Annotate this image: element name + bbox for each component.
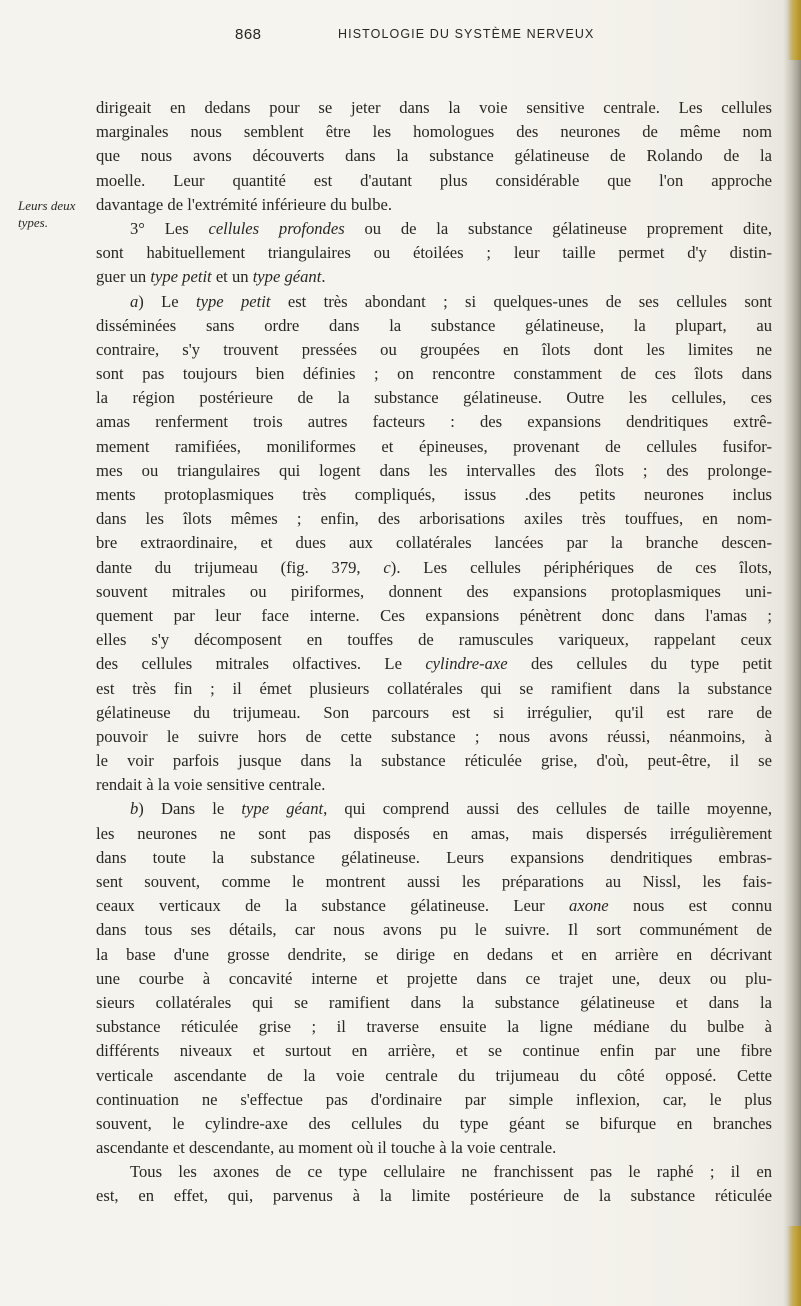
text-line: différents niveaux et surtout en arrière, et se continue enfin par une fibre: [96, 1041, 772, 1061]
margin-note: [18, 197, 88, 231]
text-line: gélatineuse du trijumeau. Son parcours est si irrégulier, qu'il est rare de: [96, 702, 772, 722]
text-line: souvent, le cylindre-axe des cellules du type géant se bifurque en branches: [96, 1113, 772, 1133]
text-line: des cellules mitrales olfactives. Le cylindre-axe des cellules du type petit: [96, 654, 772, 674]
text-line: ascendante et descendante, au moment où il touche à la voie centrale.: [96, 1138, 557, 1158]
text-line: dirigeait en dedans pour se jeter dans la voie sensitive centrale. Les cellules: [96, 98, 772, 117]
page-edge-shadow: [783, 0, 801, 1306]
text-line: bre extraordinaire, et dues aux collatérales lancées par la branche descen-: [96, 533, 772, 553]
text-line: quement par leur face interne. Ces expansions pénètrent donc dans l'amas ;: [96, 605, 772, 625]
text-line: b) Dans le type géant, qui comprend aussi des cellules de taille moyenne,: [130, 799, 772, 819]
gilt-edge-bottom: [787, 1226, 801, 1306]
page-number: 868: [235, 26, 262, 43]
text-line: dans toute la substance gélatineuse. Leurs expansions dendritiques embras-: [96, 847, 772, 867]
text-line: est, en effet, qui, parvenus à la limite postérieure de la substance réticulée: [96, 1186, 772, 1206]
text-line: que nous avons découverts dans la substance gélatineuse de Rolando de la: [96, 146, 772, 166]
text-line: amas renferment trois autres facteurs : des expansions dendritiques extrê-: [96, 412, 772, 432]
text-line: disséminées sans ordre dans la substance gélatineuse, la plupart, au: [96, 315, 772, 335]
text-line: souvent mitrales ou piriformes, donnent des expansions protoplasmiques uni-: [96, 581, 772, 601]
text-line: continuation ne s'effectue pas d'ordinaire par simple inflexion, car, le plus: [96, 1089, 772, 1109]
text-line: mement ramifiées, moniliformes et épineuses, provenant de cellules fusifor-: [96, 436, 772, 456]
text-line: a) Le type petit est très abondant ; si quelques-unes de ses cellules sont: [130, 291, 773, 311]
body-text: [96, 96, 772, 1209]
text-line: est très fin ; il émet plusieurs collatérales qui se ramifient dans la substance: [96, 678, 772, 698]
text-line: substance réticulée grise ; il traverse ensuite la ligne médiane du bulbe à: [96, 1017, 772, 1037]
text-line: une courbe à concavité interne et projette dans ce trajet une, deux ou plu-: [96, 968, 772, 988]
text-line: sieurs collatérales qui se ramifient dans la substance gélatineuse et dans la: [96, 992, 772, 1012]
text-line: contraire, s'y trouvent pressées ou groupées en îlots dont les limites ne: [96, 339, 772, 359]
running-head: [0, 26, 801, 46]
text-line: moelle. Leur quantité est d'autant plus considérable que l'on approche: [96, 170, 772, 190]
text-line: dans les îlots mêmes ; enfin, des arborisations axiles très touffues, en nom-: [96, 509, 772, 529]
text-line: marginales nous semblent être les homologues des neurones de même nom: [96, 122, 772, 142]
margin-note-line: Leurs deux: [18, 198, 76, 213]
text-line: ments protoplasmiques très compliqués, issus .des petits neurones inclus: [96, 485, 772, 504]
text-line: verticale ascendante de la voie centrale du trijumeau du côté opposé. Cette: [96, 1065, 772, 1085]
text-line: 3° Les cellules profondes ou de la substance gélatineuse proprement dite,: [130, 218, 772, 238]
text-line: ceaux verticaux de la substance gélatineuse. Leur axone nous est connu: [96, 896, 772, 916]
text-line: dans tous ses détails, car nous avons pu le suivre. Il sort communément de: [96, 920, 772, 940]
text-line: dante du trijumeau (fig. 379, c). Les cellules périphériques de ces îlots,: [96, 557, 772, 577]
text-line: le voir parfois jusque dans la substance réticulée grise, d'où, peut-être, il se: [96, 751, 772, 771]
text-line: mes ou triangulaires qui logent dans les intervalles des îlots ; des prolonge-: [96, 460, 772, 480]
running-title: HISTOLOGIE DU SYSTÈME NERVEUX: [338, 27, 595, 41]
text-line: sont habituellement triangulaires ou étoilées ; leur taille permet d'y distin-: [96, 243, 772, 263]
text-line: rendait à la voie sensitive centrale.: [96, 775, 326, 795]
text-line: elles s'y décomposent en touffes de ramuscules variqueux, rappelant ceux: [96, 630, 772, 650]
text-line: sont pas toujours bien définies ; on rencontre constamment de ces îlots dans: [96, 364, 772, 384]
text-line: sent souvent, comme le montrent aussi les préparations au Nissl, les fais-: [96, 872, 772, 891]
margin-note-line: types.: [18, 215, 48, 230]
text-line: davantage de l'extrémité inférieure du bulbe.: [96, 194, 393, 214]
text-line: Tous les axones de ce type cellulaire ne franchissent pas le raphé ; il en: [130, 1162, 772, 1182]
text-line: guer un type petit et un type géant.: [96, 267, 326, 287]
text-line: les neurones ne sont pas disposés en amas, mais dispersés irrégulièrement: [96, 823, 772, 843]
text-line: pouvoir le suivre hors de cette substance ; nous avons réussi, néanmoins, à: [96, 726, 772, 746]
text-line: la région postérieure de la substance gélatineuse. Outre les cellules, ces: [96, 388, 772, 408]
text-line: la base d'une grosse dendrite, se dirige en dedans et en arrière en décrivant: [96, 944, 772, 964]
